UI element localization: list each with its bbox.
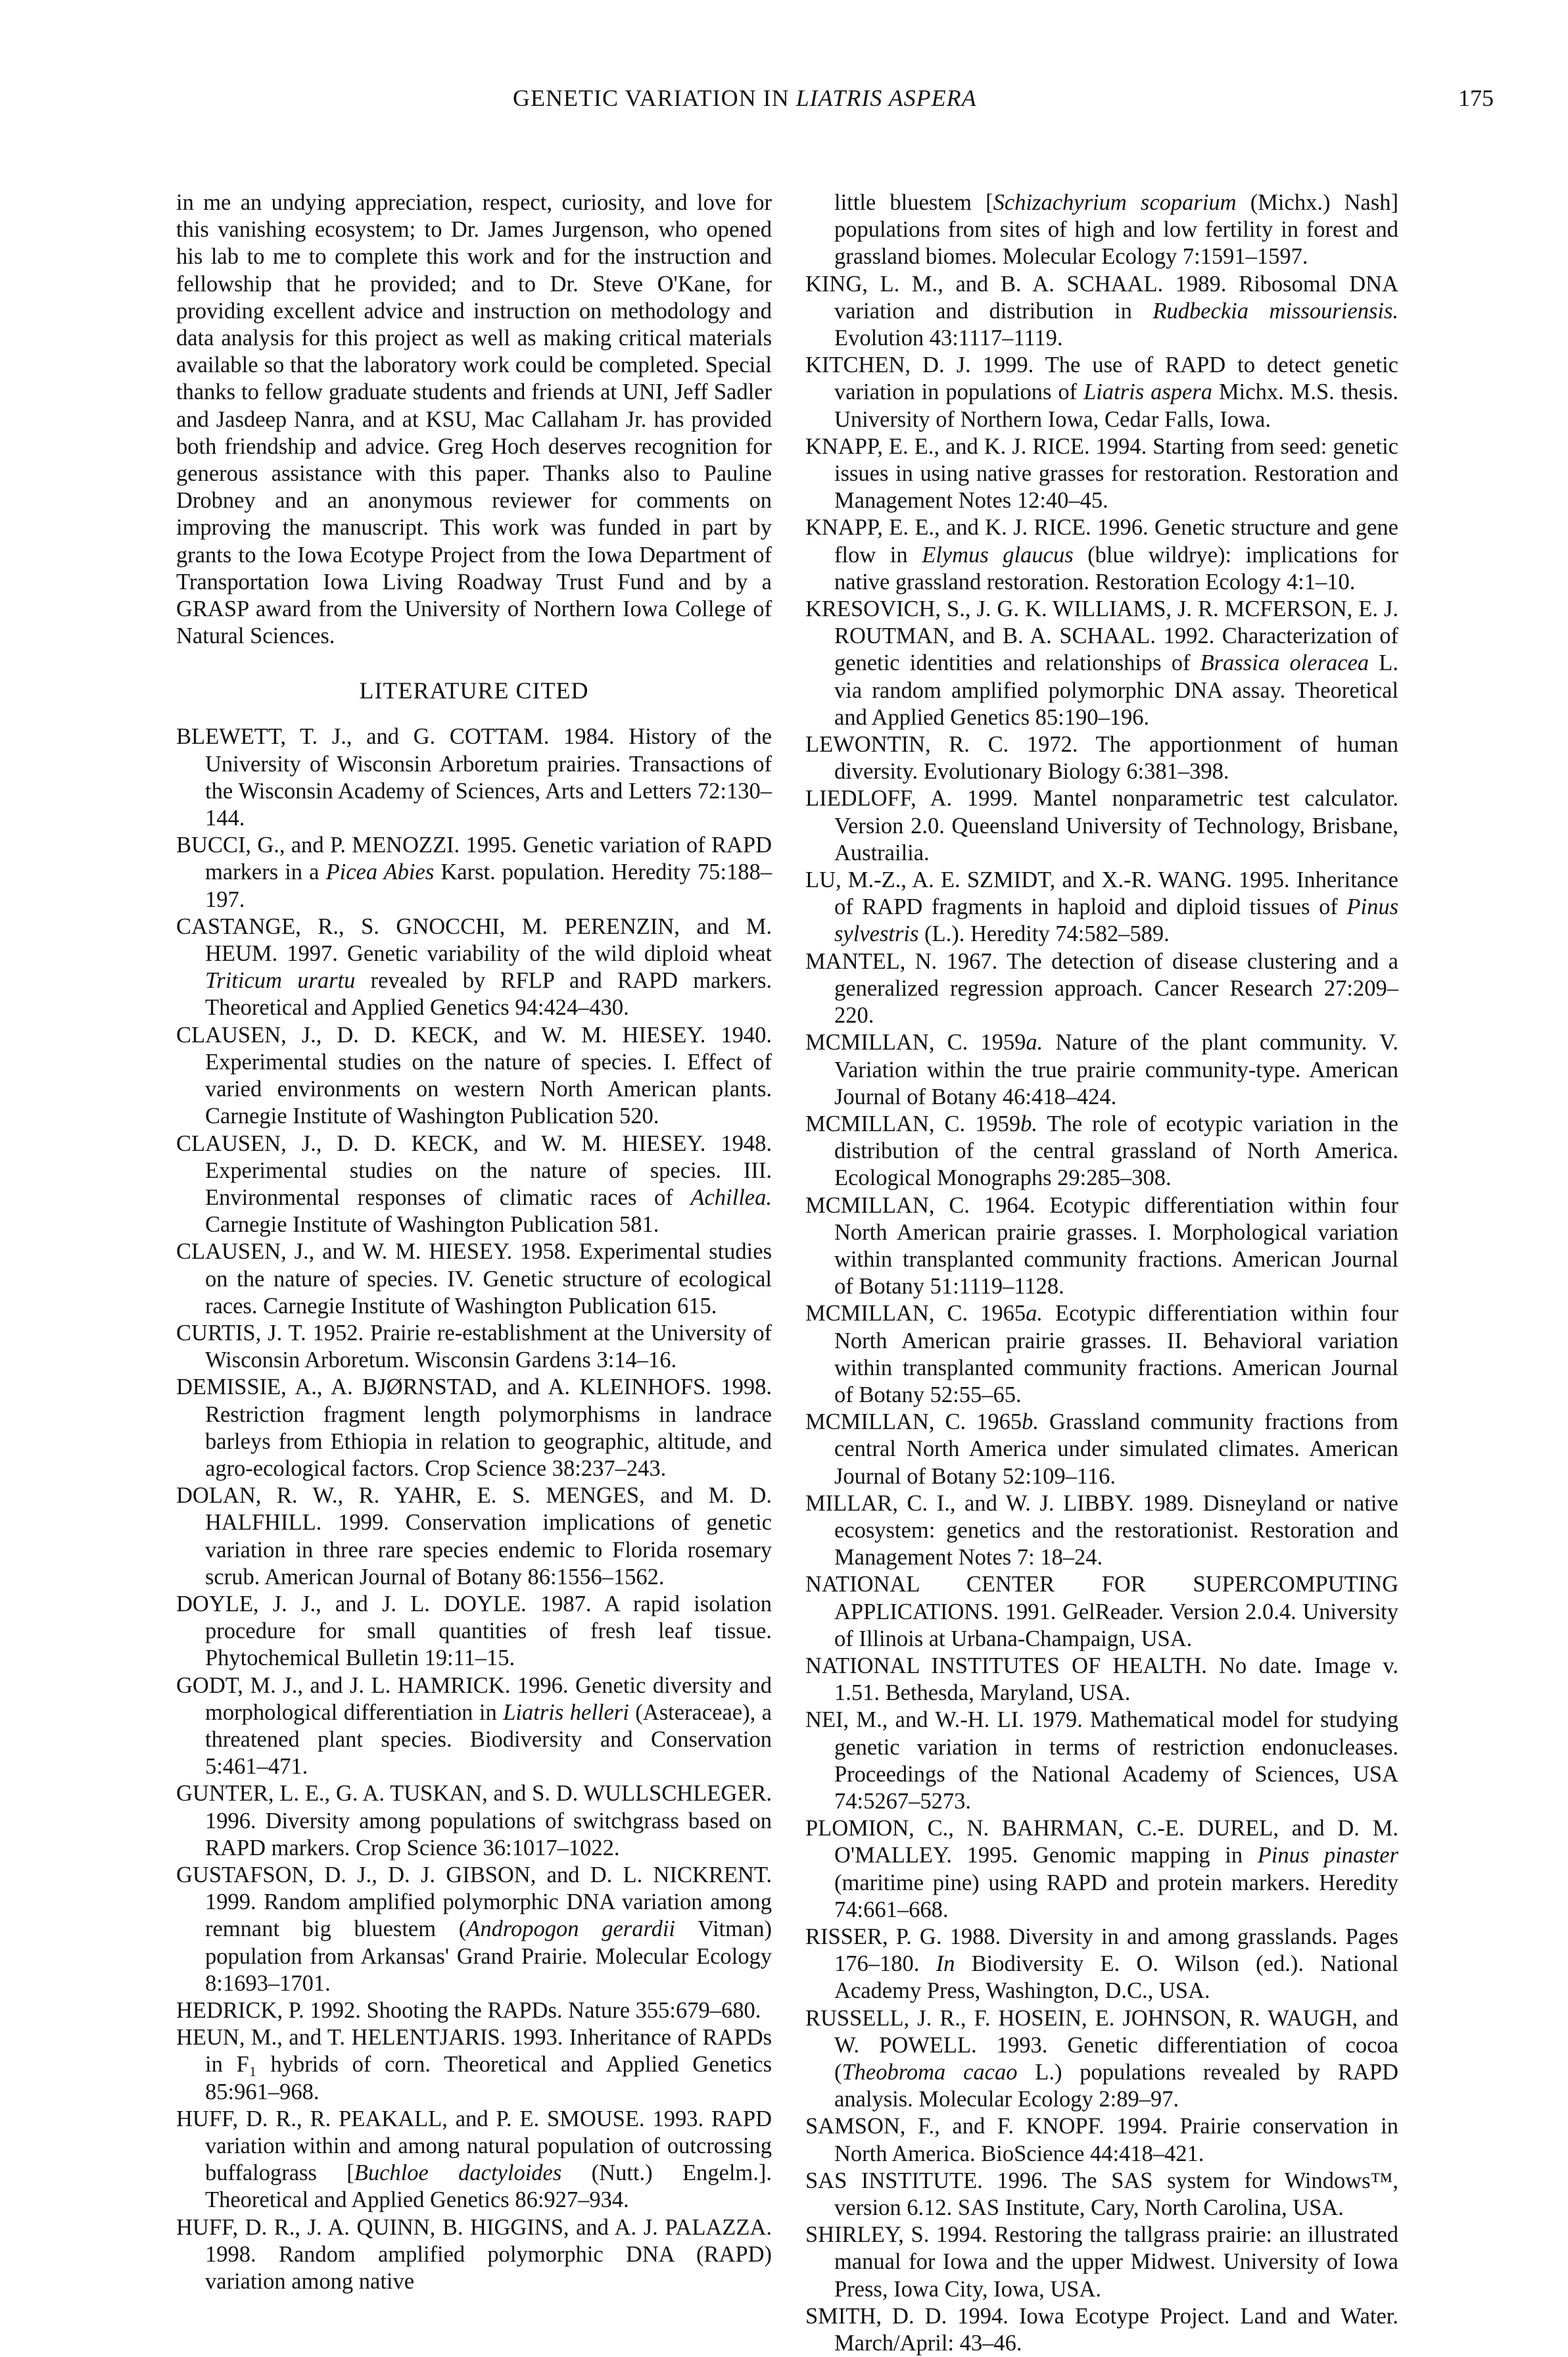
reference-text: (maritime pine) using RAPD and protein markers. Heredity 74:661–668.	[834, 1870, 1398, 1922]
reference-text: The role of ecotypic variation in the distribution of the central grassland of North America. Ecological Monographs 29:285–308.	[834, 1111, 1398, 1191]
right-column	[805, 189, 1398, 2357]
reference-italic: b.	[1020, 1111, 1038, 1136]
reference-text: DEMISSIE, A., A. BJØRNSTAD, and A. KLEINHOFS. 1998. Restriction fragment length polymorphisms in landrace barleys from Ethiopia in relation to geographic, altitude, and agro-ecological factors. Crop Science 38:237–243.	[176, 1374, 772, 1481]
right-reference-list	[805, 189, 1398, 2357]
reference-italic: a.	[1026, 1301, 1043, 1326]
reference-entry	[805, 2113, 1398, 2167]
reference-entry	[805, 1571, 1398, 1653]
reference-text: CLAUSEN, J., D. D. KECK, and W. M. HIESEY. 1948. Experimental studies on the nature of species. III. Environmental responses of climatic races of	[176, 1130, 772, 1210]
reference-entry	[805, 1029, 1398, 1111]
reference-italic: Andropogon gerardii	[466, 1916, 676, 1942]
reference-text: Grassland community fractions from central North America under simulated climates. American Journal of Botany 52:109–116.	[834, 1409, 1398, 1489]
reference-text: SMITH, D. D. 1994. Iowa Ecotype Project. Land and Water. March/April: 43–46.	[805, 2303, 1398, 2356]
reference-text: Nature of the plant community. V. Variation within the true prairie community-type. American Journal of Botany 46:418–424.	[834, 1030, 1398, 1109]
running-header	[0, 84, 1568, 124]
literature-cited-heading: LITERATURE CITED	[359, 677, 589, 704]
running-title-text: GENETIC VARIATION IN	[513, 85, 796, 111]
running-title	[513, 84, 977, 112]
reference-text: CLAUSEN, J., and W. M. HIESEY. 1958. Experimental studies on the nature of species. IV. Genetic structure of ecological races. Carnegie Institute of Washington Publication 615.	[176, 1239, 772, 1319]
reference-text: HEUN, M., and T. HELENTJARIS. 1993. Inheritance of RAPDs in F₁ hybrids of corn. Theoretical and Applied Genetics 85:961–968.	[176, 2025, 772, 2104]
reference-entry	[805, 948, 1398, 1030]
reference-italic: Theobroma cacao	[842, 2060, 1018, 2085]
reference-text: Michx. M.S. thesis. University of Northern Iowa, Cedar Falls, Iowa.	[834, 379, 1398, 432]
reference-italic: b.	[1022, 1409, 1039, 1435]
reference-italic: Buchloe dactyloides	[354, 2160, 562, 2186]
reference-text: (L.). Heredity 74:582–589.	[918, 921, 1170, 947]
reference-text: BLEWETT, T. J., and G. COTTAM. 1984. History of the University of Wisconsin Arboretum prairies. Transactions of the Wisconsin Academy of Sciences, Arts and Letters 72:130–144.	[176, 724, 772, 831]
reference-italic: Brassica oleracea	[1200, 650, 1369, 676]
reference-entry	[176, 1482, 772, 1591]
reference-text: (Michx.) Nash] populations from sites of high and low fertility in forest and grassland biomes. Molecular Ecology 7:1591–1597.	[834, 190, 1398, 270]
reference-text: Vitman) population from Arkansas' Grand Prairie. Molecular Ecology 8:1693–1701.	[205, 1916, 772, 1996]
reference-entry	[805, 433, 1398, 515]
reference-text: (blue wildrye): implications for native grassland restoration. Restoration Ecology 4:1–10.	[834, 542, 1399, 595]
reference-entry	[805, 189, 1398, 271]
reference-italic: Pinus sylvestris	[834, 894, 1398, 947]
reference-entry	[805, 1409, 1398, 1490]
reference-text: MILLAR, C. I., and W. J. LIBBY. 1989. Disneyland or native ecosystem: genetics and the restorationist. Restoration and Management Notes 7: 18–24.	[805, 1490, 1398, 1570]
reference-entry	[805, 1111, 1398, 1192]
reference-text: KRESOVICH, S., J. G. K. WILLIAMS, J. R. MCFERSON, E. J. ROUTMAN, and B. A. SCHAAL. 1992. Characterization of genetic identities and relationships of	[805, 596, 1398, 676]
reference-entry	[176, 723, 772, 832]
reference-entry	[805, 2303, 1398, 2357]
reference-text: NATIONAL INSTITUTES OF HEALTH. No date. Image v. 1.51. Bethesda, Maryland, USA.	[805, 1653, 1398, 1706]
reference-text: L. via random amplified polymorphic DNA assay. Theoretical and Applied Genetics 85:190–196.	[834, 650, 1398, 730]
reference-entry	[805, 1653, 1398, 1707]
running-title-italic: LIATRIS ASPERA	[796, 85, 977, 111]
reference-italic: Picea Abies	[325, 860, 435, 885]
reference-italic: Liatris helleri	[503, 1699, 629, 1725]
reference-entry	[805, 2168, 1398, 2222]
reference-text: MCMILLAN, C. 1959	[805, 1030, 1026, 1056]
reference-entry	[805, 731, 1398, 785]
reference-text: SHIRLEY, S. 1994. Restoring the tallgrass prairie: an illustrated manual for Iowa and the upper Midwest. University of Iowa Press, Iowa City, Iowa, USA.	[805, 2222, 1398, 2302]
reference-text: (Asteraceae), a threatened plant species. Biodiversity and Conservation 5:461–471.	[205, 1699, 772, 1780]
reference-text: MCMILLAN, C. 1964. Ecotypic differentiation within four North American prairie grasses. I. Morphological variation within transplanted community fractions. American Journal of Botany 51:1119–1128.	[805, 1192, 1398, 1300]
reference-text: (Nutt.) Engelm.]. Theoretical and Applied Genetics 86:927–934.	[205, 2160, 772, 2213]
reference-text: KITCHEN, D. J. 1999. The use of RAPD to detect genetic variation in populations of	[805, 352, 1398, 405]
reference-text: KNAPP, E. E., and K. J. RICE. 1994. Starting from seed: genetic issues in using native grasses for restoration. Restoration and Management Notes 12:40–45.	[805, 433, 1398, 514]
reference-text: CLAUSEN, J., D. D. KECK, and W. M. HIESEY. 1940. Experimental studies on the nature of species. I. Effect of varied environments on western North American plants. Carnegie Institute of Washington Publication 520.	[176, 1022, 772, 1129]
reference-entry	[176, 1780, 772, 1862]
reference-entry	[176, 1672, 772, 1781]
acknowledgments-text: in me an undying appreciation, respect, curiosity, and love for this vanishing ecosystem; to Dr. James Jurgenson, who opened his lab to me to complete this work and for the instruction and fellowship that he provided; and to Dr. Steve O'Kane, for providing excellent advice and instruction on methodology and data analysis for this project as well as making critical materials available so that the laboratory work could be completed. Special thanks to fellow graduate students and friends at UNI, Jeff Sadler and Jasdeep Nanra, and at KSU, Mac Callaham Jr. has provided both friendship and advice. Greg Hoch deserves recognition for generous assistance with this paper. Thanks also to Pauline Drobney and an anonymous reviewer for comments on improving the manuscript. This work was funded in part by grants to the Iowa Ecotype Project from the Iowa Department of Transportation Iowa Living Roadway Trust Fund and by a GRASP award from the University of Northern Iowa College of Natural Sciences.	[176, 190, 772, 649]
reference-text: L.) populations revealed by RAPD analysis. Molecular Ecology 2:89–97.	[834, 2060, 1398, 2112]
reference-text: HUFF, D. R., R. PEAKALL, and P. E. SMOUSE. 1993. RAPD variation within and among natural population of outcrossing buffalograss [	[176, 2106, 772, 2186]
reference-text: MCMILLAN, C. 1965	[805, 1409, 1022, 1435]
reference-text: Karst. population. Heredity 75:188–197.	[205, 860, 772, 912]
reference-italic: Pinus pinaster	[1257, 1843, 1398, 1868]
reference-text: LEWONTIN, R. C. 1972. The apportionment of human diversity. Evolutionary Biology 6:381–398.	[805, 732, 1398, 785]
reference-text: GUSTAFSON, D. J., D. J. GIBSON, and D. L. NICKRENT. 1999. Random amplified polymorphic DNA variation among remnant big bluestem (	[176, 1862, 772, 1942]
left-reference-list	[176, 723, 772, 2295]
reference-text: MCMILLAN, C. 1965	[805, 1301, 1026, 1326]
reference-entry	[805, 514, 1398, 596]
reference-text: HUFF, D. R., J. A. QUINN, B. HIGGINS, and A. J. PALAZZA. 1998. Random amplified polymorphic DNA (RAPD) variation among native	[176, 2214, 772, 2295]
reference-entry	[176, 2214, 772, 2296]
reference-entry	[805, 2222, 1398, 2303]
reference-italic: Elymus glaucus	[922, 542, 1074, 568]
reference-entry	[805, 2005, 1398, 2114]
reference-entry	[176, 832, 772, 913]
reference-italic: Achillea.	[690, 1184, 772, 1210]
reference-text: SAS INSTITUTE. 1996. The SAS system for Windows™, version 6.12. SAS Institute, Cary, North Carolina, USA.	[805, 2168, 1398, 2221]
reference-text: Biodiversity E. O. Wilson (ed.). National Academy Press, Washington, D.C., USA.	[834, 1951, 1399, 2004]
reference-text: KNAPP, E. E., and K. J. RICE. 1996. Genetic structure and gene flow in	[805, 515, 1398, 568]
reference-text: LIEDLOFF, A. 1999. Mantel nonparametric test calculator. Version 2.0. Queensland University of Technology, Brisbane, Austrailia.	[805, 786, 1398, 865]
reference-entry	[805, 1490, 1398, 1572]
reference-text: little bluestem [	[834, 190, 993, 215]
reference-entry	[805, 271, 1398, 352]
reference-entry	[176, 1374, 772, 1482]
reference-entry	[176, 1238, 772, 1320]
reference-text: NATIONAL CENTER FOR SUPERCOMPUTING APPLICATIONS. 1991. GelReader. Version 2.0.4. University of Illinois at Urbana-Champaign, USA.	[805, 1572, 1398, 1651]
reference-text: MANTEL, N. 1967. The detection of disease clustering and a generalized regression approach. Cancer Research 27:209–220.	[805, 948, 1398, 1029]
left-column	[176, 189, 772, 2295]
reference-text: RISSER, P. G. 1988. Diversity in and among grasslands. Pages 176–180.	[805, 1924, 1398, 1977]
reference-italic: Liatris aspera	[1083, 379, 1213, 405]
reference-text: BUCCI, G., and P. MENOZZI. 1995. Genetic variation of RAPD markers in a	[176, 833, 772, 885]
reference-italic: a.	[1026, 1030, 1043, 1056]
reference-italic: Rudbeckia missouriensis.	[1152, 298, 1399, 324]
reference-entry	[176, 1591, 772, 1672]
reference-text: DOYLE, J. J., and J. L. DOYLE. 1987. A rapid isolation procedure for small quantities of fresh leaf tissue. Phytochemical Bulletin 19:11–15.	[176, 1591, 772, 1671]
reference-italic: Schizachyrium scoparium	[993, 190, 1237, 215]
reference-entry	[805, 596, 1398, 731]
reference-text: RUSSELL, J. R., F. HOSEIN, E. JOHNSON, R. WAUGH, and W. POWELL. 1993. Genetic differentiation of cocoa (	[805, 2005, 1398, 2085]
reference-italic: In	[936, 1951, 955, 1977]
reference-entry	[176, 1862, 772, 1997]
reference-text: LU, M.-Z., A. E. SZMIDT, and X.-R. WANG. 1995. Inheritance of RAPD fragments in haploid and diploid tissues of	[805, 867, 1398, 920]
reference-text: Evolution 43:1117–1119.	[834, 326, 1063, 351]
reference-entry	[176, 1997, 772, 2024]
reference-entry	[176, 1320, 772, 1374]
reference-text: PLOMION, C., N. BAHRMAN, C.-E. DUREL, and D. M. O'MALLEY. 1995. Genomic mapping in	[805, 1816, 1398, 1868]
reference-entry	[805, 1300, 1398, 1409]
reference-text: revealed by RFLP and RAPD markers. Theoretical and Applied Genetics 94:424–430.	[205, 968, 772, 1021]
reference-entry	[176, 2024, 772, 2106]
reference-text: Ecotypic differentiation within four North American prairie grasses. II. Behavioral variation within transplanted community fractions. American Journal of Botany 52:55–65.	[834, 1301, 1398, 1407]
reference-entry	[805, 867, 1398, 948]
reference-entry	[805, 352, 1398, 433]
reference-entry	[176, 913, 772, 1022]
reference-text: Carnegie Institute of Washington Publication 581.	[205, 1212, 659, 1238]
reference-text: KING, L. M., and B. A. SCHAAL. 1989. Ribosomal DNA variation and distribution in	[805, 271, 1398, 324]
reference-entry	[176, 1130, 772, 1239]
reference-entry	[805, 1924, 1398, 2005]
reference-entry	[176, 1022, 772, 1130]
reference-entry	[805, 1707, 1398, 1815]
reference-entry	[805, 785, 1398, 867]
reference-text: DOLAN, R. W., R. YAHR, E. S. MENGES, and M. D. HALFHILL. 1999. Conservation implications of genetic variation in three rare species endemic to Florida rosemary scrub. American Journal of Botany 86:1556–1562.	[176, 1483, 772, 1590]
reference-entry	[176, 2106, 772, 2214]
reference-text: GODT, M. J., and J. L. HAMRICK. 1996. Genetic diversity and morphological differentiation in	[176, 1672, 772, 1725]
reference-text: CURTIS, J. T. 1952. Prairie re-establishment at the University of Wisconsin Arboretum. Wisconsin Gardens 3:14–16.	[176, 1320, 772, 1373]
reference-text: NEI, M., and W.-H. LI. 1979. Mathematical model for studying genetic variation in terms of restriction endonucleases. Proceedings of the National Academy of Sciences, USA 74:5267–5273.	[805, 1707, 1398, 1814]
reference-text: CASTANGE, R., S. GNOCCHI, M. PERENZIN, and M. HEUM. 1997. Genetic variability of the wild diploid wheat	[176, 913, 772, 967]
reference-entry	[805, 1815, 1398, 1924]
reference-entry	[805, 1192, 1398, 1301]
reference-text: HEDRICK, P. 1992. Shooting the RAPDs. Nature 355:679–680.	[176, 1998, 761, 2023]
page-number: 175	[1458, 85, 1494, 111]
reference-italic: Triticum urartu	[205, 968, 356, 994]
reference-text: GUNTER, L. E., G. A. TUSKAN, and S. D. WULLSCHLEGER. 1996. Diversity among populations of switchgrass based on RAPD markers. Crop Science 36:1017–1022.	[176, 1781, 772, 1860]
reference-text: SAMSON, F., and F. KNOPF. 1994. Prairie conservation in North America. BioScience 44:418–421.	[805, 2114, 1398, 2166]
reference-text: MCMILLAN, C. 1959	[805, 1111, 1021, 1136]
